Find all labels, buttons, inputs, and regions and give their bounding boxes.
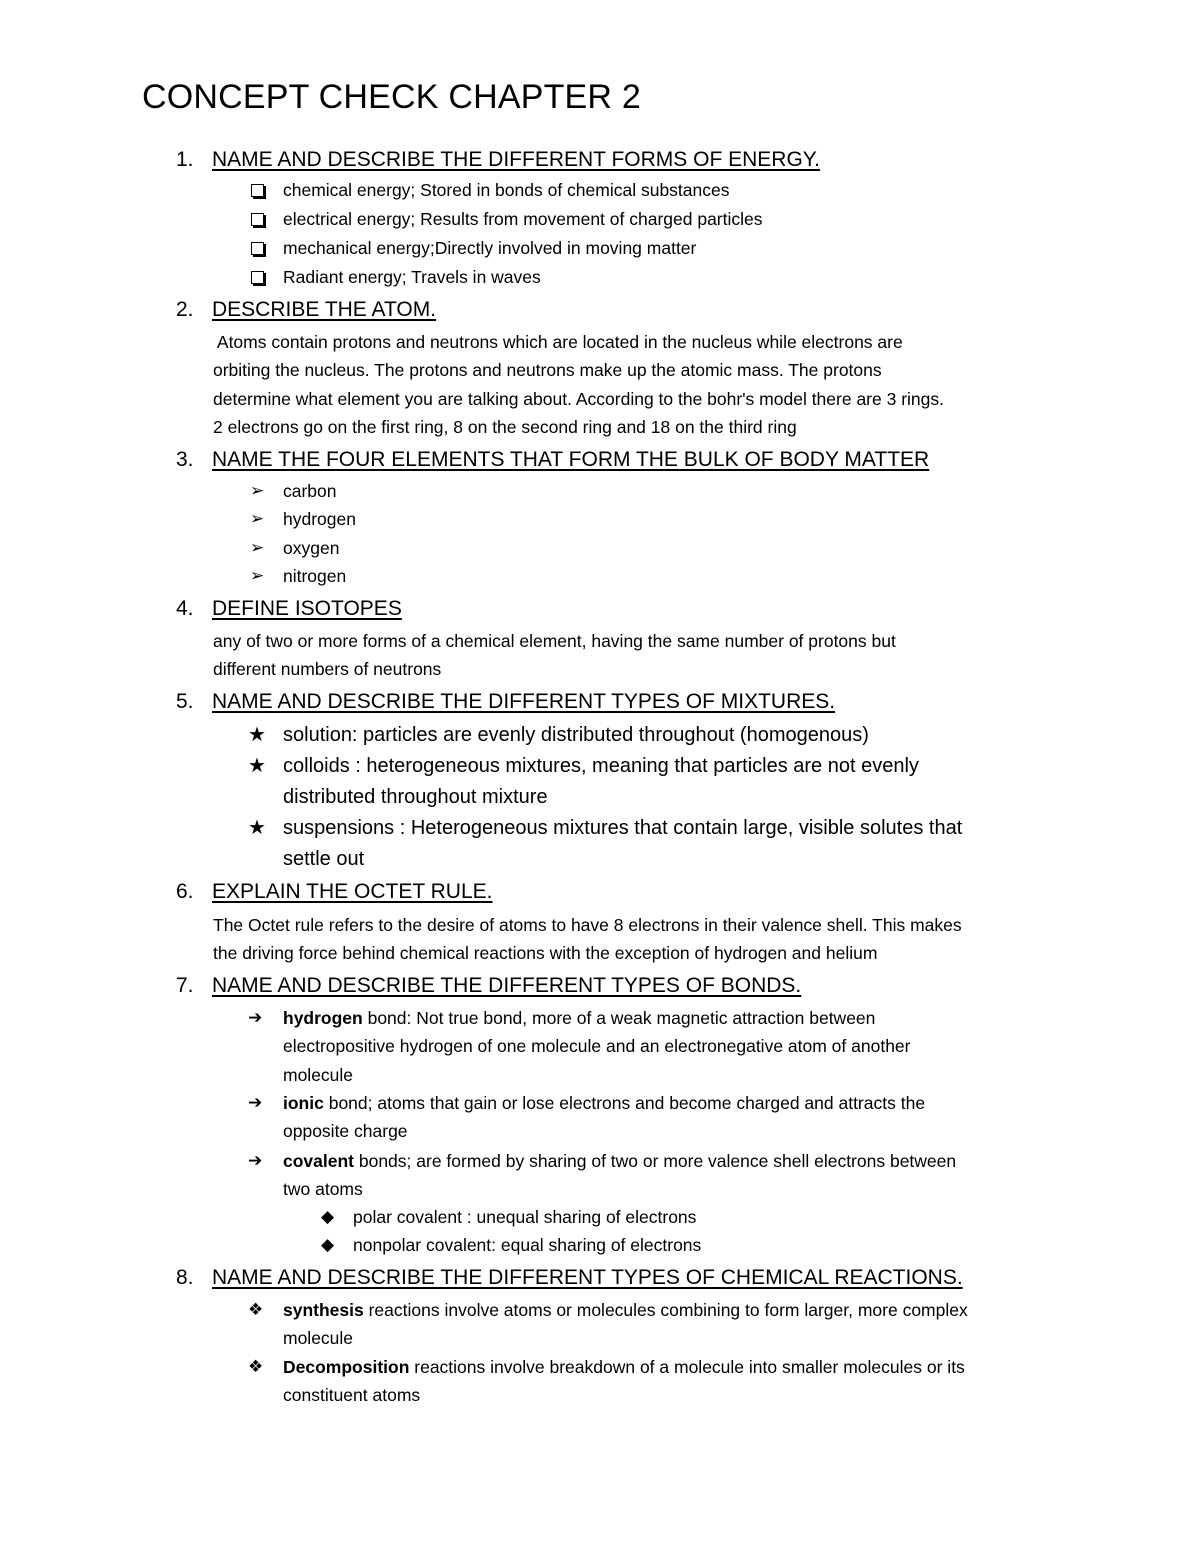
star-icon: ★ xyxy=(248,724,266,746)
question-1-heading xyxy=(176,146,820,174)
question-number: 4. xyxy=(176,597,194,620)
checkbox-icon xyxy=(251,263,264,293)
list-item: suspensions : Heterogeneous mixtures that contain large, visible solutes that xyxy=(283,817,963,839)
star-icon: ★ xyxy=(248,755,266,777)
diamond-icon: ◆ xyxy=(321,1207,335,1226)
arrowhead-icon: ➢ xyxy=(250,481,265,500)
arrowhead-icon: ➢ xyxy=(250,509,265,528)
arrow-icon: ➔ xyxy=(248,1151,263,1170)
question-text: EXPLAIN THE OCTET RULE. xyxy=(212,880,493,903)
list-item-continuation: settle out xyxy=(283,848,365,870)
question-number: 8. xyxy=(176,1266,194,1289)
question-8-heading xyxy=(176,1264,963,1292)
question-text: DESCRIBE THE ATOM. xyxy=(212,298,437,321)
question-text: NAME AND DESCRIBE THE DIFFERENT TYPES OF CHEMICAL REACTIONS. xyxy=(212,1266,963,1289)
list-item: oxygen xyxy=(283,538,340,558)
sub-list-item: nonpolar covalent: equal sharing of electrons xyxy=(353,1235,702,1255)
ornament-icon: ❖ xyxy=(248,1300,264,1319)
page-title: CONCEPT CHECK CHAPTER 2 xyxy=(142,78,641,116)
question-number: 3. xyxy=(176,448,194,471)
question-6-heading xyxy=(176,878,492,906)
list-item-continuation: constituent atoms xyxy=(283,1385,421,1405)
list-item-continuation: molecule xyxy=(283,1328,354,1348)
question-number: 6. xyxy=(176,880,194,903)
question-text: DEFINE ISOTOPES xyxy=(212,597,402,620)
list-item: ionic bond; atoms that gain or lose electrons and become charged and attracts the xyxy=(283,1093,926,1113)
arrow-icon: ➔ xyxy=(248,1008,263,1027)
star-icon: ★ xyxy=(248,817,266,839)
paragraph-line: any of two or more forms of a chemical element, having the same number of protons but xyxy=(213,631,896,651)
list-item: mechanical energy;Directly involved in moving matter xyxy=(283,238,697,258)
paragraph-line: orbiting the nucleus. The protons and neutrons make up the atomic mass. The protons xyxy=(213,360,882,380)
paragraph-line: 2 electrons go on the first ring, 8 on the second ring and 18 on the third ring xyxy=(213,417,797,437)
question-text: NAME AND DESCRIBE THE DIFFERENT TYPES OF BONDS. xyxy=(212,974,802,997)
list-item: hydrogen xyxy=(283,509,356,529)
list-item: carbon xyxy=(283,481,337,501)
list-item: nitrogen xyxy=(283,566,347,586)
list-item: chemical energy; Stored in bonds of chemical substances xyxy=(283,180,730,200)
list-item-continuation: electropositive hydrogen of one molecule and an electronegative atom of another xyxy=(283,1036,911,1056)
arrowhead-icon: ➢ xyxy=(250,538,265,557)
list-item-continuation: opposite charge xyxy=(283,1121,408,1141)
paragraph-line: Atoms contain protons and neutrons which are located in the nucleus while electrons are xyxy=(213,332,903,352)
list-item: solution: particles are evenly distributed throughout (homogenous) xyxy=(283,724,869,746)
sub-list-item: polar covalent : unequal sharing of electrons xyxy=(353,1207,697,1227)
question-number: 2. xyxy=(176,298,194,321)
list-item-continuation: two atoms xyxy=(283,1179,363,1199)
list-item: covalent bonds; are formed by sharing of two or more valence shell electrons between xyxy=(283,1151,957,1171)
question-number: 7. xyxy=(176,974,194,997)
question-4-heading xyxy=(176,595,402,623)
list-item: synthesis reactions involve atoms or molecules combining to form larger, more complex xyxy=(283,1300,968,1320)
question-3-heading xyxy=(176,446,929,474)
question-text: NAME THE FOUR ELEMENTS THAT FORM THE BULK OF BODY MATTER xyxy=(212,448,930,471)
list-item: hydrogen bond: Not true bond, more of a weak magnetic attraction between xyxy=(283,1008,876,1028)
question-2-heading xyxy=(176,296,436,324)
diamond-icon: ◆ xyxy=(321,1235,335,1254)
list-item-continuation: molecule xyxy=(283,1065,354,1085)
checkbox-icon xyxy=(251,234,264,264)
question-7-heading xyxy=(176,972,801,1000)
question-number: 1. xyxy=(176,148,194,171)
question-number: 5. xyxy=(176,690,194,713)
question-5-heading xyxy=(176,688,835,716)
paragraph-line: determine what element you are talking about. According to the bohr's model there are 3 rings. xyxy=(213,389,944,409)
list-item: Radiant energy; Travels in waves xyxy=(283,267,541,287)
list-item-continuation: distributed throughout mixture xyxy=(283,786,548,808)
question-text: NAME AND DESCRIBE THE DIFFERENT FORMS OF ENERGY. xyxy=(212,148,820,171)
ornament-icon: ❖ xyxy=(248,1357,264,1376)
question-text: NAME AND DESCRIBE THE DIFFERENT TYPES OF MIXTURES. xyxy=(212,690,836,713)
paragraph-line: The Octet rule refers to the desire of atoms to have 8 electrons in their valence shell. This makes xyxy=(213,915,962,935)
checkbox-icon xyxy=(251,205,264,235)
arrow-icon: ➔ xyxy=(248,1093,263,1112)
list-item: Decomposition reactions involve breakdown of a molecule into smaller molecules or its xyxy=(283,1357,965,1377)
checkbox-icon xyxy=(251,176,264,206)
arrowhead-icon: ➢ xyxy=(250,566,265,585)
list-item: colloids : heterogeneous mixtures, meaning that particles are not evenly xyxy=(283,755,919,777)
paragraph-line: the driving force behind chemical reactions with the exception of hydrogen and helium xyxy=(213,943,878,963)
list-item: electrical energy; Results from movement of charged particles xyxy=(283,209,763,229)
paragraph-line: different numbers of neutrons xyxy=(213,659,442,679)
